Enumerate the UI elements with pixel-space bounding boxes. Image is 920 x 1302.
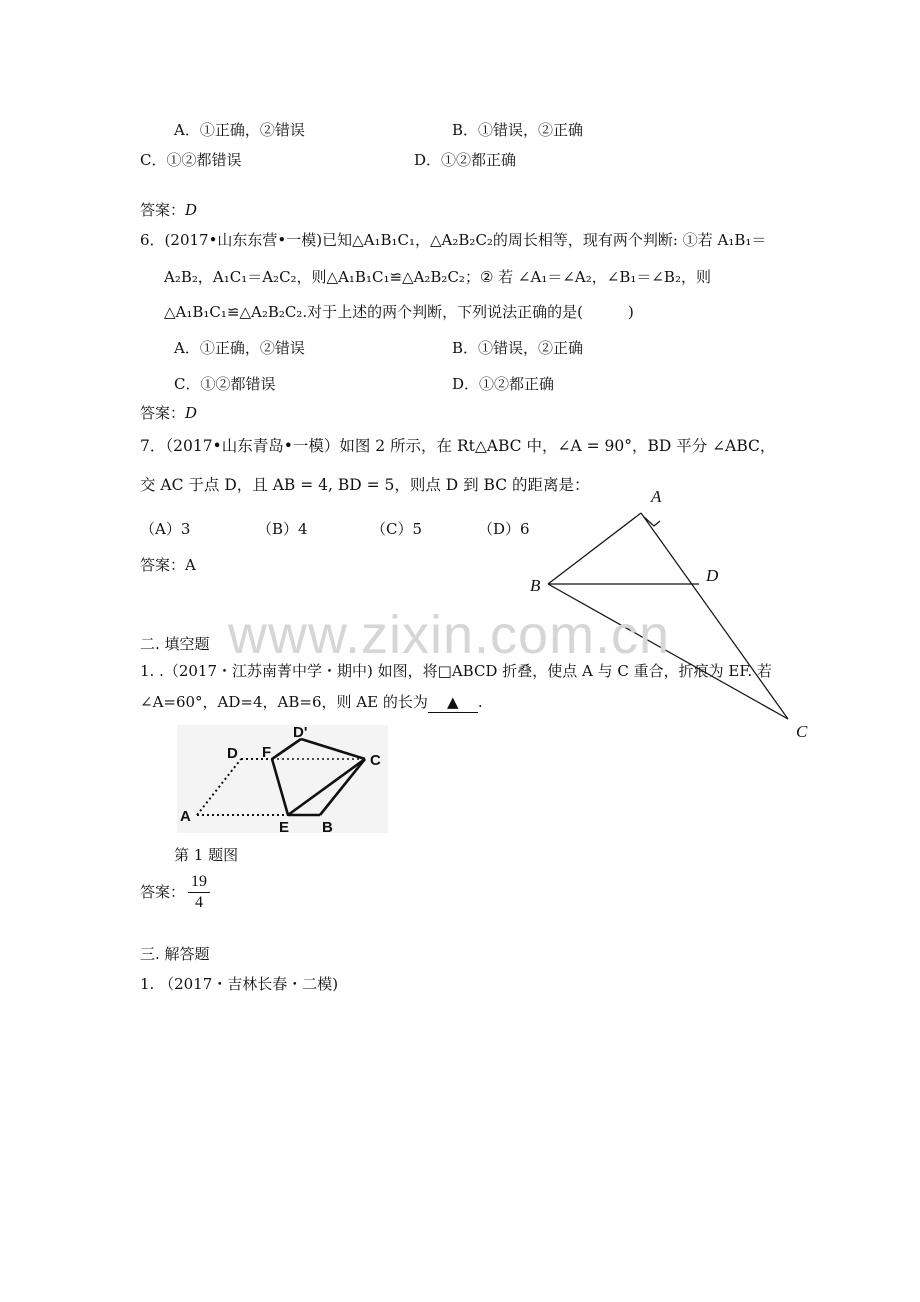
fold-label-d: D: [227, 745, 238, 762]
fold-caption: 第 1 题图: [174, 846, 239, 864]
q6-option-b: B．①错误，②正确: [452, 339, 584, 357]
q7-line-2: 交 AC 于点 D，且 AB = 4, BD = 5，则点 D 到 BC 的距离是：: [140, 476, 590, 494]
label-d: D: [706, 566, 719, 585]
q7-option-a: （A）3: [140, 520, 191, 538]
fold-label-e: E: [279, 819, 290, 836]
fold-label-a: A: [180, 808, 191, 825]
label-c: C: [796, 722, 808, 741]
s2-q1-line-2-text: ∠A=60°，AD=4，AB=6，则 AE 的长为: [140, 693, 428, 711]
q5-option-c: C．①②都错误: [140, 151, 242, 169]
q6-answer-label: 答案：: [140, 404, 186, 422]
q5-option-d: D．①②都正确: [414, 151, 517, 169]
q6-option-c: C．①②都错误: [174, 375, 276, 393]
fold-label-c: C: [370, 752, 381, 769]
section-3-title: 三. 解答题: [140, 945, 210, 963]
label-b: B: [530, 576, 541, 595]
label-a: A: [651, 487, 662, 506]
section-2-title: 二. 填空题: [140, 635, 210, 653]
s2-q1-end: .: [477, 693, 483, 711]
q6-answer-value: D: [185, 404, 198, 422]
q6-line-2: A₂B₂，A₁C₁＝A₂C₂，则△A₁B₁C₁≌△A₂B₂C₂；② 若 ∠A₁＝∠A₂，∠B₁＝∠B₂，则: [164, 268, 711, 286]
s2-answer-numerator: 19: [191, 873, 207, 890]
q7-option-d: （D）6: [478, 520, 530, 538]
fold-label-b: B: [322, 819, 333, 836]
watermark: www.zixin.com.cn: [228, 605, 671, 665]
q5-option-b: B．①错误，②正确: [452, 121, 584, 139]
q7-option-b: （B）4: [257, 520, 308, 538]
fold-label-f: F: [262, 744, 272, 761]
s3-q1: 1. （2017・吉林长春・二模): [140, 975, 339, 993]
s2-q1-line-1: 1. .（2017・江苏南菁中学・期中) 如图，将□ABCD 折叠，使点 A 与 C 重合，折痕为 EF. 若: [140, 662, 772, 680]
q5-option-a: A．①正确，②错误: [174, 121, 305, 139]
q7-option-c: （C）5: [371, 520, 423, 538]
q5-answer-label: 答案：: [140, 201, 186, 219]
q6-option-a: A．①正确，②错误: [174, 339, 305, 357]
fold-label-dprime: D': [293, 724, 308, 741]
s2-answer-label: 答案：: [140, 883, 186, 901]
s2-answer-fraction: [188, 872, 210, 913]
q6-option-d: D．①②都正确: [452, 375, 555, 393]
q7-line-1: 7．（2017•山东青岛•一模）如图 2 所示，在 Rt△ABC 中，∠A = 90°，BD 平分 ∠ABC，: [140, 437, 776, 455]
q6-line-1: 6．(2017•山东东营•一模)已知△A₁B₁C₁，△A₂B₂C₂的周长相等，现有两个判断: ①若 A₁B₁＝: [140, 231, 767, 249]
s2-q1-blank: ▲: [428, 692, 478, 713]
fold-figure-background: [177, 725, 388, 833]
q6-line-3: △A₁B₁C₁≌△A₂B₂C₂.对于上述的两个判断，下列说法正确的是( ): [164, 303, 634, 321]
q5-answer-value: D: [185, 201, 198, 219]
q7-answer: 答案：A: [140, 556, 196, 574]
s2-answer-denominator: 4: [195, 894, 203, 911]
